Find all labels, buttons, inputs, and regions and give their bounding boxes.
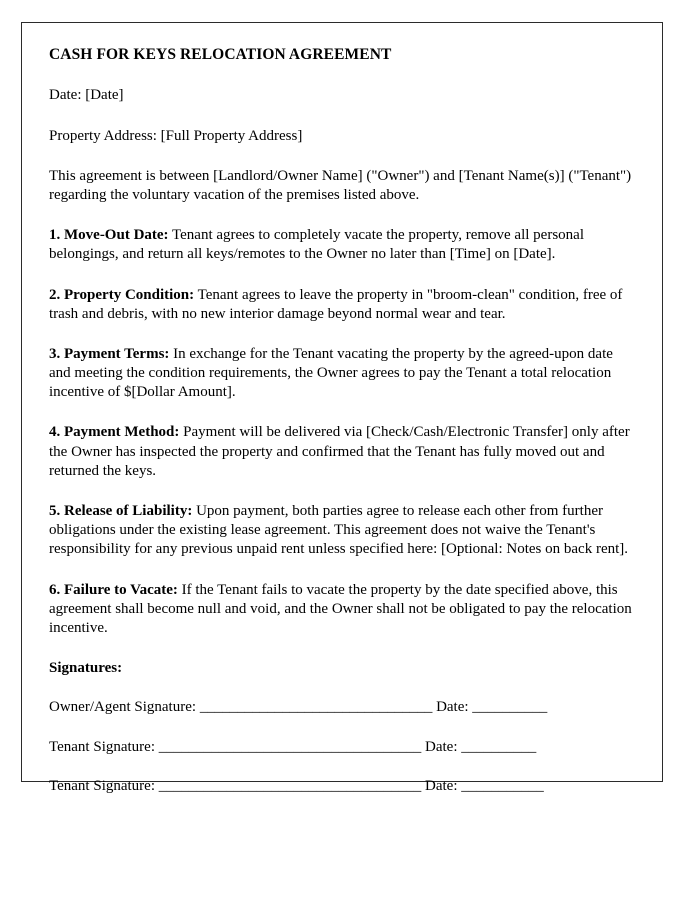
clause-label: 3. Payment Terms: [49, 345, 170, 362]
clause-text: Tenant agrees to leave the property in "broom-clean" condition, free of trash and debris, with no new interior damage beyond normal wear and tear. [49, 286, 623, 322]
property-address-line: Property Address: [Full Property Address] [49, 127, 303, 144]
clause-text: In exchange for the Tenant vacating the property by the agreed-upon date and meeting the condition requirements, the Owner agrees to pay the Tenant a total relocation incentive of $[Dollar Amount]. [49, 345, 613, 401]
clause-label: 6. Failure to Vacate: [49, 581, 178, 598]
signature-line-tenant-1 [49, 738, 635, 758]
clause-label: 1. Move-Out Date: [49, 227, 169, 244]
clause-label: 4. Payment Method: [49, 424, 180, 441]
clause-failure-to-vacate [49, 581, 635, 639]
clause-payment-terms [49, 345, 635, 403]
clause-move-out-date [49, 226, 635, 264]
signature-line-owner-agent [49, 698, 635, 718]
clause-release-of-liability [49, 502, 635, 560]
signature-label: Owner/Agent Signature: [49, 699, 200, 716]
date-line: Date: [Date] [49, 87, 124, 104]
signatures-heading: Signatures: [49, 660, 123, 677]
signature-rule[interactable]: ___________________________________ [158, 738, 422, 755]
date-label: Date: [432, 699, 473, 716]
signature-block [49, 698, 635, 797]
date-label: Date: [421, 778, 462, 795]
document-page [21, 22, 663, 795]
signature-rule[interactable]: ___________________________________ [158, 778, 422, 795]
date-rule[interactable]: __________ [461, 738, 537, 755]
signature-line-tenant-2 [49, 777, 635, 797]
page-title: CASH FOR KEYS RELOCATION AGREEMENT [49, 46, 392, 63]
clause-text: Tenant agrees to completely vacate the property, remove all personal belongings, and return all keys/remotes to the Owner no later than [Time] on [Date]. [49, 227, 584, 263]
clause-payment-method [49, 423, 635, 481]
document-body [22, 23, 662, 797]
date-label: Date: [421, 738, 462, 755]
clause-label: 2. Property Condition: [49, 286, 195, 303]
clause-text: Upon payment, both parties agree to release each other from further obligations under the existing lease agreement. This agreement does not waive the Tenant's responsibility for any previous unpaid rent unless specified here: [Optional: Notes on back rent]. [49, 503, 629, 558]
clause-property-condition [49, 286, 635, 324]
clause-text: If the Tenant fails to vacate the property by the date specified above, this agreement shall become null and void, and the Owner shall not be obligated to pay the relocation incentive. [49, 581, 632, 636]
date-rule[interactable]: __________ [472, 699, 548, 716]
clause-text: Payment will be delivered via [Check/Cash/Electronic Transfer] only after the Owner has inspected the property and confirmed that the Tenant has fully moved out and returned the keys. [49, 424, 630, 479]
signature-label: Tenant Signature: [49, 778, 159, 795]
date-rule[interactable]: ___________ [461, 778, 544, 795]
intro-paragraph: This agreement is between [Landlord/Owner Name] ("Owner") and [Tenant Name(s)] ("Tenant") regarding the voluntary vacation of the premises listed above. [49, 167, 632, 203]
signature-rule[interactable]: _______________________________ [199, 699, 433, 716]
signature-label: Tenant Signature: [49, 738, 159, 755]
clause-label: 5. Release of Liability: [49, 503, 193, 519]
